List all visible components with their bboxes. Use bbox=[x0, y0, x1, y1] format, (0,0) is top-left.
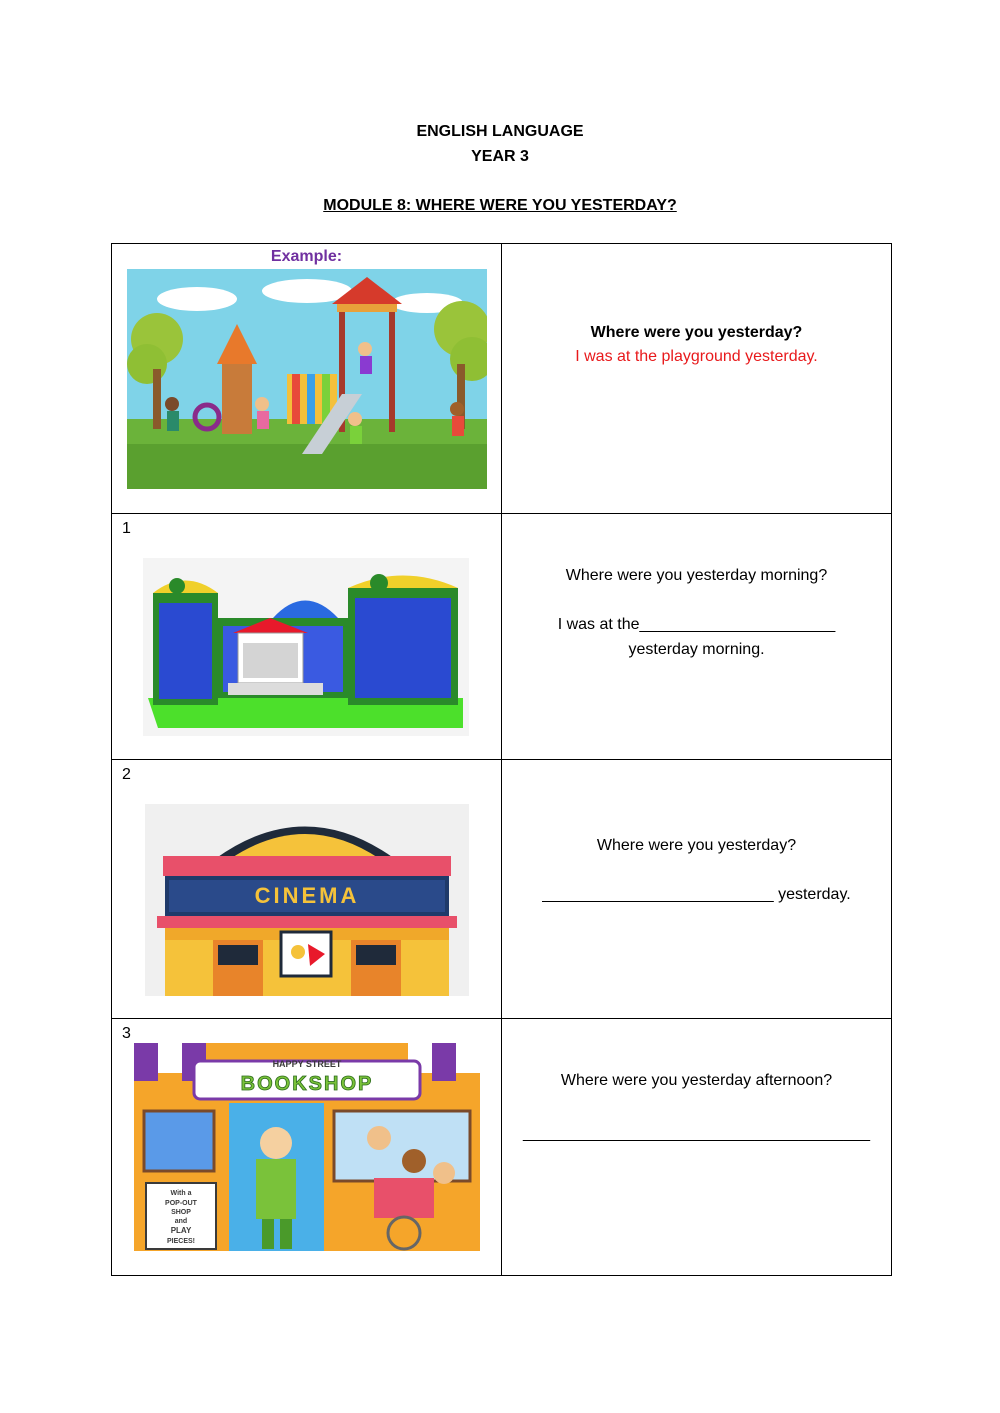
table-row-1 bbox=[112, 514, 892, 760]
answer-blank-line[interactable]: _______________________________________ bbox=[522, 1125, 871, 1142]
answer-blank-line[interactable]: __________________________ yesterday. bbox=[542, 886, 851, 903]
row-number: 3 bbox=[122, 1025, 131, 1042]
worksheet-table bbox=[111, 243, 892, 1276]
question-cell bbox=[502, 760, 892, 1019]
svg-text:With a: With a bbox=[170, 1190, 192, 1197]
picture-cell bbox=[112, 760, 502, 1019]
cinema-sign-text: CINEMA bbox=[254, 883, 360, 908]
doc-title: ENGLISH LANGUAGE bbox=[416, 123, 584, 140]
answer-suffix: yesterday morning. bbox=[628, 641, 765, 658]
module-title: MODULE 8: WHERE WERE YOU YESTERDAY? bbox=[323, 197, 677, 214]
question-cell bbox=[502, 244, 892, 514]
svg-text:PLAY: PLAY bbox=[170, 1226, 192, 1235]
question-text: Where were you yesterday? bbox=[590, 324, 803, 341]
picture-cell bbox=[112, 514, 502, 760]
playground-picture bbox=[127, 269, 487, 489]
question-text: Where were you yesterday morning? bbox=[565, 567, 828, 584]
bookshop-top-text: HAPPY STREET bbox=[272, 1059, 342, 1069]
question-text: Where were you yesterday afternoon? bbox=[560, 1072, 833, 1089]
row-number: 2 bbox=[122, 766, 131, 783]
svg-text:SHOP: SHOP bbox=[171, 1209, 191, 1216]
answer-blank-line[interactable]: I was at the______________________ bbox=[557, 616, 836, 633]
question-cell bbox=[502, 514, 892, 760]
svg-text:and: and bbox=[174, 1218, 188, 1225]
question-cell bbox=[502, 1019, 892, 1276]
row-number: 1 bbox=[122, 520, 131, 537]
example-answer: I was at the playground yesterday. bbox=[575, 348, 818, 365]
svg-text:PIECES!: PIECES! bbox=[166, 1238, 196, 1245]
bookshop-picture bbox=[134, 1043, 480, 1251]
mall-picture bbox=[143, 558, 469, 736]
cinema-picture bbox=[145, 804, 469, 996]
table-row-2 bbox=[112, 760, 892, 1019]
picture-cell bbox=[112, 244, 502, 514]
bookshop-sign-text: BOOKSHOP bbox=[240, 1073, 374, 1095]
table-row-example bbox=[112, 244, 892, 514]
doc-year: YEAR 3 bbox=[471, 148, 529, 165]
question-text: Where were you yesterday? bbox=[596, 837, 797, 854]
picture-cell bbox=[112, 1019, 502, 1276]
svg-text:POP-OUT: POP-OUT bbox=[165, 1200, 197, 1207]
example-label: Example: bbox=[270, 248, 343, 265]
table-row-3 bbox=[112, 1019, 892, 1276]
